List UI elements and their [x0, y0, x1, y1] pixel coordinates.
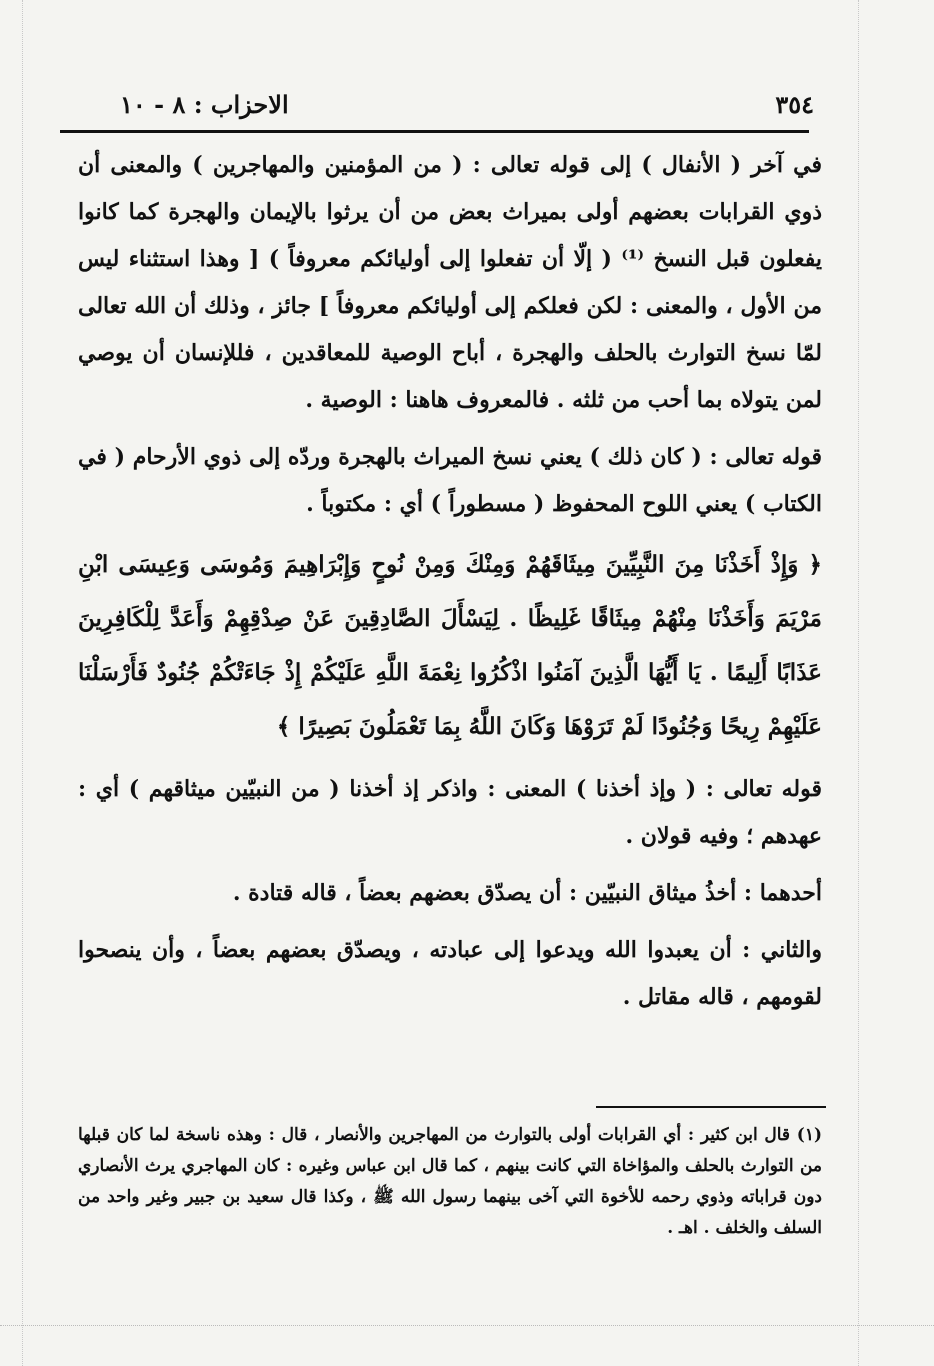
scan-bottom-edge	[0, 1325, 934, 1366]
paragraph: في آخر ( الأنفال ) إلى قوله تعالى : ( من المؤمنين والمهاجرين ) والمعنى أن ذوي القرابات بعضهم أولى بميراث بعض من أن يرثوا بالإيمان والهجرة كما كانوا يفعلون قبل النسخ ⁽¹⁾ ( إلّا أن تفعلوا إلى أوليائكم معروفاً ) [ وهذا استثناء ليس من الأول ، والمعنى : لكن فعلكم إلى أوليائكم معروفاً ] جائز ، وذلك أن الله تعالى لمّا نسخ التوارث بالحلف والهجرة ، أباح الوصية للمعاقدين ، فللإنسان أن يوصي لمن يتولاه بما أحب من ثلثه . فالمعروف هاهنا : الوصية .	[78, 152, 822, 413]
quran-verse: ﴿ وَإِذْ أَخَذْنَا مِنَ النَّبِيِّينَ مِيثَاقَهُمْ وَمِنْكَ وَمِنْ نُوحٍ وَإِبْرَاهِيمَ وَمُوسَى وَعِيسَى ابْنِ مَرْيَمَ وَأَخَذْنَا مِنْهُمْ مِيثَاقًا غَلِيظًا . لِيَسْأَلَ الصَّادِقِينَ عَنْ صِدْقِهِمْ وَأَعَدَّ لِلْكَافِرِينَ عَذَابًا أَلِيمًا . يَا أَيُّهَا الَّذِينَ آمَنُوا اذْكُرُوا نِعْمَةَ اللَّهِ عَلَيْكُمْ إِذْ جَاءَتْكُمْ جُنُودٌ فَأَرْسَلْنَا عَلَيْهِمْ رِيحًا وَجُنُودًا لَمْ تَرَوْهَا وَكَانَ اللَّهُ بِمَا تَعْمَلُونَ بَصِيرًا ﴾	[78, 551, 822, 740]
footnote-rule	[596, 1106, 826, 1108]
main-text	[78, 142, 822, 1031]
footnote-text: (١) قال ابن كثير : أي القرابات أولى بالتوارث من المهاجرين والأنصار ، قال : وهذه ناسخة لما كان قبلها من التوارث بالحلف والمؤاخاة التي كانت بينهم ، كما قال ابن عباس وغيره : كان المهاجري يرث الأنصاري دون قراباته وذوي رحمه للأخوة التي آخى بينهما رسول الله ﷺ ، وكذا قال سعيد بن جبير وغير واحد من السلف والخلف . اهـ .	[78, 1125, 822, 1238]
commentary-paragraph: أحدهما : أخذُ ميثاق النبيّين : أن يصدّق بعضهم بعضاً ، قاله قتادة .	[232, 880, 822, 906]
page-header	[120, 86, 814, 122]
commentary-paragraph: قوله تعالى : ( وإذ أخذنا ) المعنى : واذكر إذ أخذنا ( من النبيّين ميثاقهم ) أي : عهدهم ؛ وفيه قولان .	[78, 776, 822, 849]
header-rule	[60, 130, 809, 133]
scan-margin-line	[858, 0, 859, 1366]
commentary-paragraph: والثاني : أن يعبدوا الله ويدعوا إلى عبادته ، ويصدّق بعضهم بعضاً ، وأن ينصحوا لقومهم ، قاله مقاتل .	[78, 937, 822, 1010]
page-number: ٣٥٤	[775, 89, 814, 119]
scan-margin-line	[22, 0, 23, 1366]
paragraph: قوله تعالى : ( كان ذلك ) يعني نسخ الميراث بالهجرة وردّه إلى ذوي الأرحام ( في الكتاب ) يعني اللوح المحفوظ ( مسطوراً ) أي : مكتوباً .	[78, 444, 822, 517]
footnote	[78, 1120, 822, 1244]
surah-reference: الاحزاب : ٨ - ١٠	[120, 89, 289, 119]
